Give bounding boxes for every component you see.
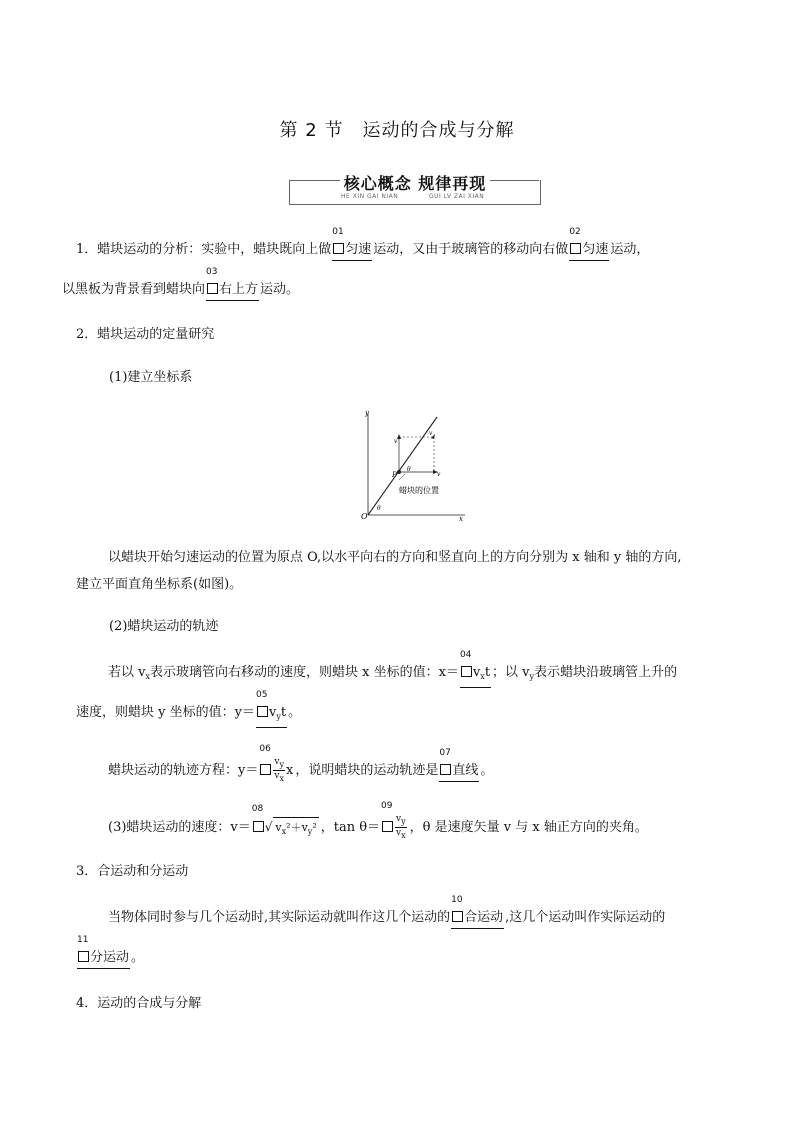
vy-label: v [394,438,398,445]
theta-label: θ [377,505,381,512]
answer-box-icon [207,283,218,294]
fill-blank-06: 06 $\frac{vy}{vx}$ x [259,744,294,783]
coordinate-figure [355,407,470,522]
paragraph-2-1-cont: 建立平面直角坐标系(如图)。 [76,577,243,592]
subheading-2-2: (2)蜡块运动的轨迹 [109,619,219,634]
subheading-2-1: (1)建立坐标系 [109,370,193,385]
y-label: y [365,409,369,417]
section-title: 第 2 节 运动的合成与分解 [279,120,515,141]
answer-box-icon [333,243,344,254]
answer-box-icon [257,706,268,717]
answer-box-icon [253,821,264,832]
answer-box-icon [260,764,271,775]
fill-blank-08: 08 √ $v_x^2+v_y^2$ [252,817,320,842]
fill-blank-07: 07 直线 [439,761,479,782]
answer-box-icon [570,243,581,254]
fill-blank-05: 05 $v_yt$ [256,703,287,728]
paragraph-2-1: 以蜡块开始匀速运动的位置为原点 O,以水平向右的方向和竖直向上的方向分别为 x 轴和 y 轴的方向, [108,550,682,565]
velocity-equation: (3)蜡块运动的速度：v＝ 08 √ $v_x^2+v_y^2$ ，tan θ＝ 09 $\frac{vy}{vx}$ ，θ 是速度矢量 v 与 x 轴正方向的夹角。 [108,801,648,840]
paragraph-1-cont: 以黑板为背景看到蜡块向 03 右上方 运动。 [62,280,708,301]
sqrt-sign: √ [264,820,273,834]
fill-blank-02: 02 匀速 [569,240,609,261]
concept-banner [289,170,541,206]
fraction: $\frac{vy}{vx}$ [274,757,284,783]
fill-blank-04: 04 $v_xt$ [460,663,491,688]
fill-blank-01: 01 匀速 [332,240,372,261]
wax-block-point [397,470,401,474]
origin-label: O [361,512,368,521]
v-label: v [429,430,433,437]
point-label: P [392,471,397,479]
answer-box-icon [452,911,463,922]
fraction: $\frac{vy}{vx}$ [396,814,406,840]
trajectory-equation: 蜡块运动的轨迹方程：y＝ 06 $\frac{vy}{vx}$ x ，说明蜡块的运动轨迹是 07 直线 。 [108,744,494,783]
heading-3: 3．合运动和分运动 [76,864,189,879]
banner-sub-right: GUI LV ZAI XIAN [429,193,485,200]
trajectory-line [368,417,437,515]
paragraph-3-cont: 11 分运动 。 [76,948,722,969]
answer-box-icon [78,951,89,962]
vx-label: v [437,471,441,478]
sqrt-content: $v_x^2+v_y^2$ [273,817,318,842]
heading-4: 4．运动的合成与分解 [76,996,202,1011]
fill-blank-09: 09 $\frac{vy}{vx}$ [381,801,406,840]
fill-blank-11: 11 分运动 [77,948,130,969]
fill-blank-03: 03 右上方 [206,280,259,301]
figure-caption: 蜡块的位置 [399,486,439,495]
answer-box-icon [440,764,451,775]
answer-box-icon [382,821,393,832]
banner-sub-left: HE XIN GAI NIAN [341,193,399,200]
heading-2: 2．蜡块运动的定量研究 [76,327,215,342]
theta-label: θ [407,466,411,473]
paragraph-2-2: 若以 $v_x$表示玻璃管向右移动的速度，则蜡块 x 坐标的值：x＝ 04 $v_xt$ ；以 $v_y$表示蜡块沿玻璃管上升的 [108,663,722,688]
fill-blank-10: 10 合运动 [451,908,504,929]
paragraph-2-2-cont: 速度，则蜡块 y 坐标的值：y＝ 05 $v_yt$ 。 [76,703,722,728]
banner-heading: 核心概念 规律再现 [340,174,491,193]
paragraph-3: 当物体同时参与几个运动时,其实际运动就叫作这几个运动的 10 合运动 ,这几个运动叫作实际运动的 [108,908,722,929]
answer-box-icon [461,666,472,677]
paragraph-1: 1．蜡块运动的分析：实验中，蜡块既向上做 01 匀速 运动，又由于玻璃管的移动向右做 02 匀速 运动， [76,240,722,261]
x-label: x [459,515,463,522]
